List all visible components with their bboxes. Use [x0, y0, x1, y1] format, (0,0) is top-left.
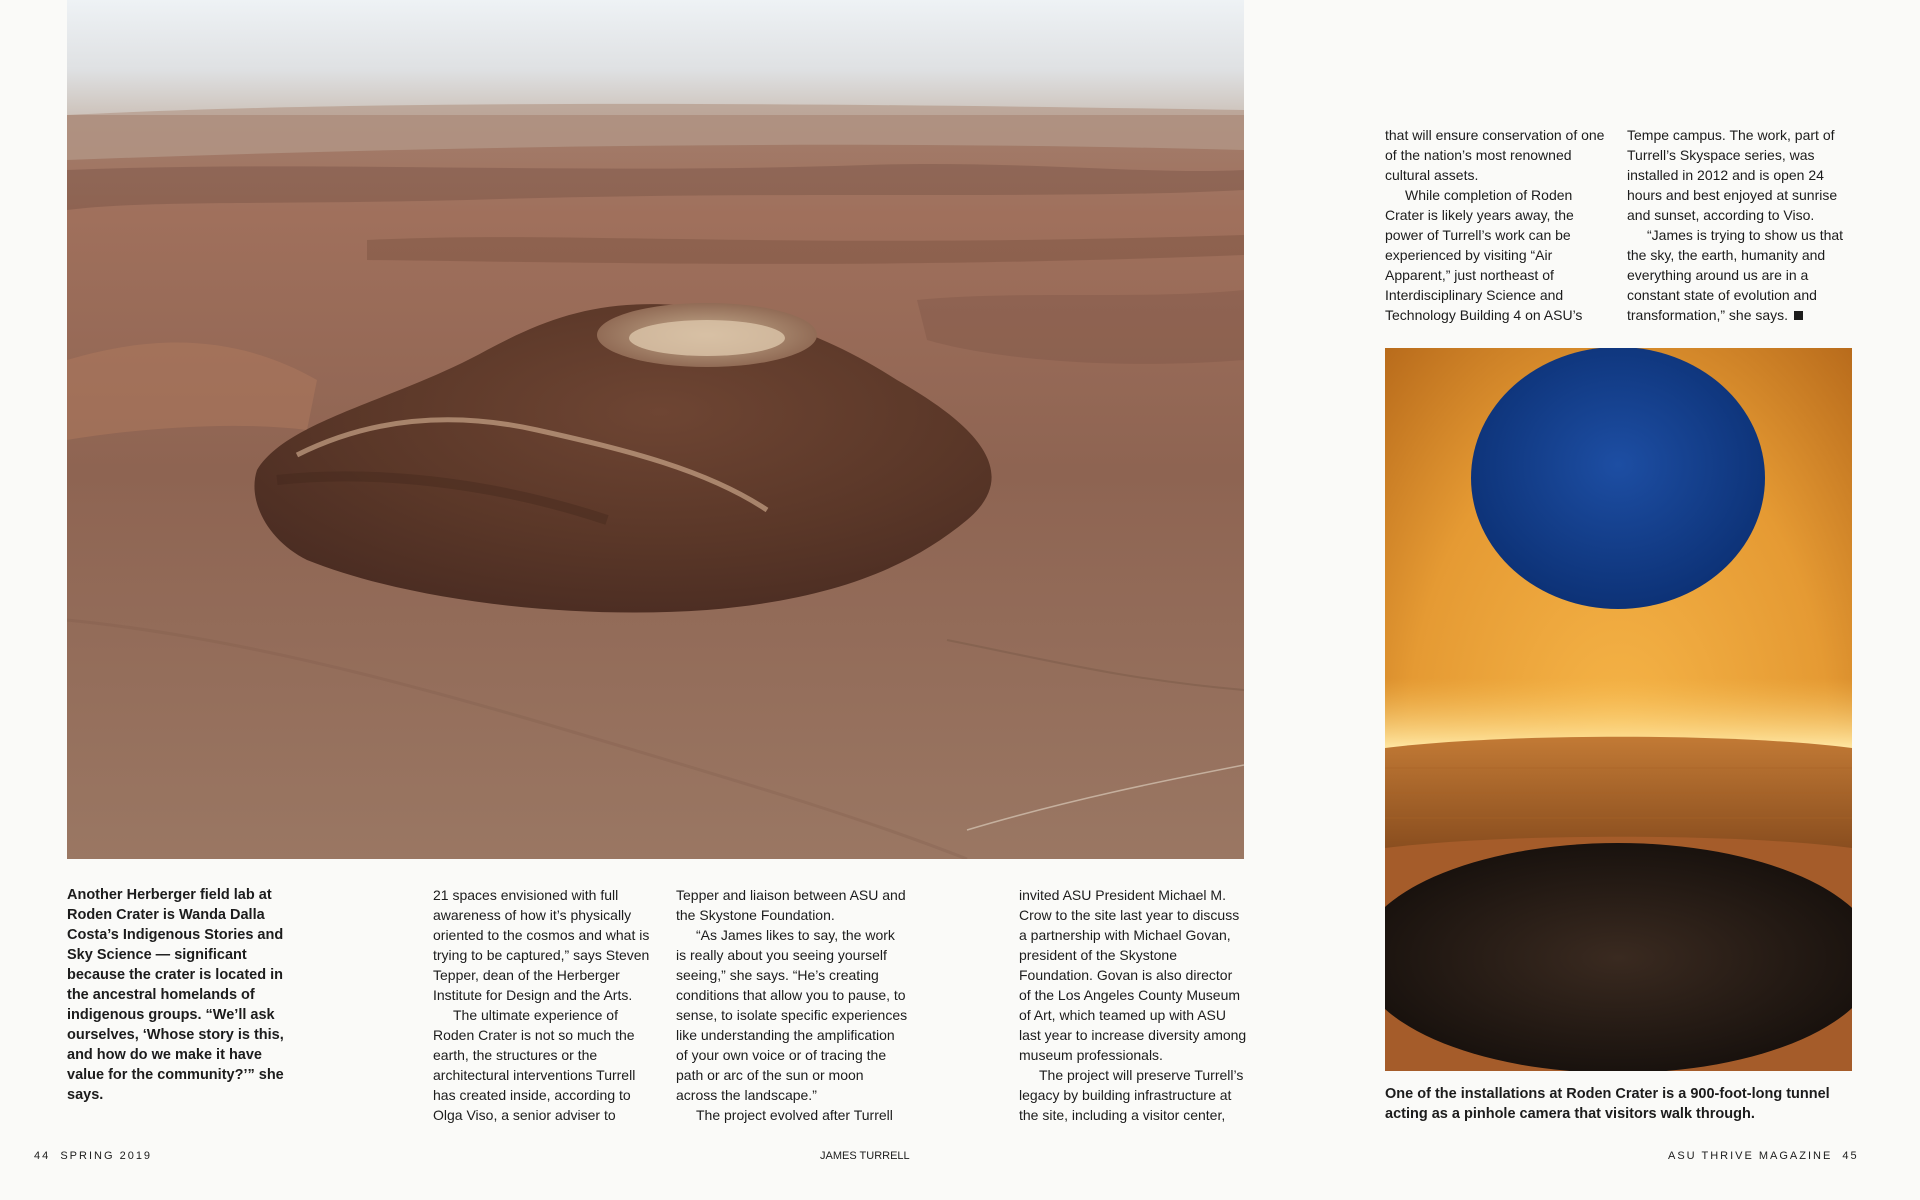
- paragraph-final: [1627, 225, 1852, 325]
- paragraph: Tempe campus. The work, part of Turrell’s Skyspace series, was installed in 2012 and is open 24 hours and best enjoyed at sunrise and sunset, according to Viso.: [1627, 127, 1838, 223]
- photo-caption: [1385, 1084, 1855, 1124]
- paragraph: Tepper and liaison between ASU and the Skystone Foundation.: [676, 887, 906, 923]
- running-head: JAMES TURRELL: [820, 1150, 910, 1162]
- paragraph: invited ASU President Michael M. Crow to the site last year to discuss a partnership with Michael Govan, president of the Skystone Foundation. Govan is also director of the Los Angeles County Museum of Art, which teamed up with ASU last year to increase diversity among museum professionals.: [1019, 887, 1247, 1063]
- paragraph: 21 spaces envisioned with full awareness of how it’s physically oriented to the cosmos and what is trying to be captured,” says Steven Tepper, dean of the Herberger Institute for Design and the Arts.: [433, 887, 650, 1003]
- end-mark-icon: [1794, 311, 1803, 320]
- text-column-2: [676, 885, 908, 1125]
- skyspace-photo-image: [1385, 348, 1852, 1071]
- crater-aerial-photo: [67, 0, 1244, 859]
- paragraph-final-text: “James is trying to show us that the sky, the earth, humanity and everything around us are in a constant state of evolution and transformation,” she says.: [1627, 227, 1844, 323]
- text-column-1: [433, 885, 658, 1125]
- intro-text: Another Herberger field lab at Roden Crater is Wanda Dalla Costa’s Indigenous Stories and Sky Science — significant because the crater is located in the ancestral homelands of indigenous groups. “We’ll ask ourselves, ‘Whose story is this, and how do we make it have value for the community?’” she says.: [67, 887, 284, 1103]
- skyspace-photo: [1385, 348, 1852, 1071]
- caption-text: One of the installations at Roden Crater is a 900-foot-long tunnel acting as a pinhole camera that visitors walk through.: [1385, 1086, 1830, 1122]
- paragraph: that will ensure conservation of one of the nation’s most renowned cultural assets.: [1385, 127, 1605, 183]
- crater-photo-image: [67, 0, 1244, 859]
- paragraph: While completion of Roden Crater is likely years away, the power of Turrell’s work can be experienced by visiting “Air Apparent,” just northeast of Interdisciplinary Science and Technology Building 4 on ASU’s: [1385, 187, 1583, 323]
- paragraph: The project will preserve Turrell’s legacy by building infrastructure at the site, including a visitor center,: [1019, 1067, 1244, 1123]
- intro-paragraph: [67, 885, 292, 1105]
- text-column-5: [1627, 125, 1852, 325]
- paragraph: “As James likes to say, the work is really about you seeing yourself seeing,” she says. “He’s creating conditions that allow you to pause, to sense, to isolate specific experiences like understanding the amplification of your own voice or of tracing the path or arc of the sun or moon across the landscape.”: [676, 927, 908, 1103]
- text-column-3: [1019, 885, 1247, 1125]
- paragraph: The project evolved after Turrell: [696, 1107, 893, 1123]
- paragraph: The ultimate experience of Roden Crater is not so much the earth, the structures or the architectural interventions Turrell has created inside, according to Olga Viso, a senior adviser to: [433, 1007, 636, 1123]
- folio-left: 44 SPRING 2019: [34, 1150, 153, 1162]
- folio-right: ASU THRIVE MAGAZINE 45: [1668, 1150, 1859, 1162]
- text-column-4: [1385, 125, 1610, 325]
